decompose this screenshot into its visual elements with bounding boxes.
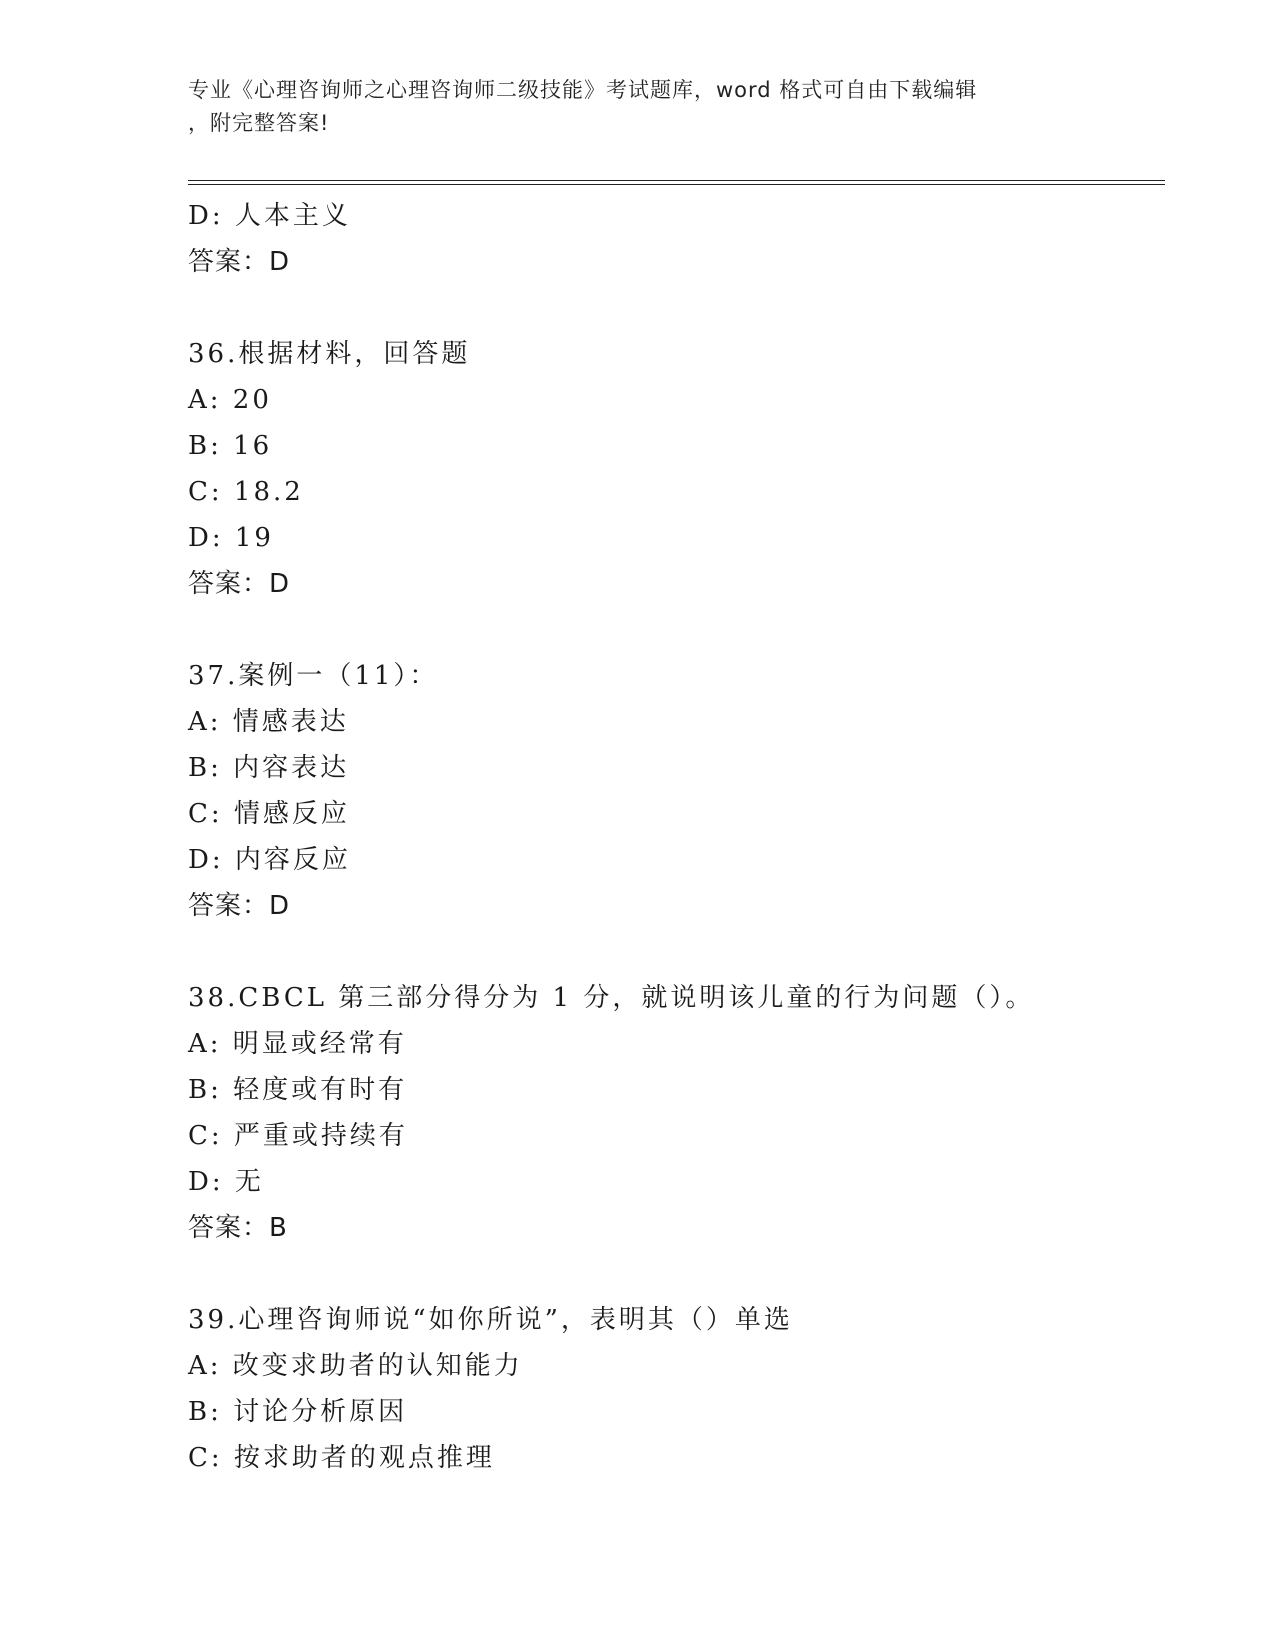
question-block bbox=[188, 1297, 1168, 1481]
option-line: C: 情感反应 bbox=[188, 799, 350, 829]
option-line: A: 明显或经常有 bbox=[188, 1029, 407, 1059]
question-stem: 37.案例一（11）： bbox=[188, 661, 439, 691]
question-block bbox=[188, 975, 1168, 1251]
option-line: B: 轻度或有时有 bbox=[188, 1075, 408, 1105]
question-block bbox=[188, 653, 1168, 929]
question-stem: 36.根据材料，回答题 bbox=[188, 339, 471, 369]
answer-line: 答案：D bbox=[188, 569, 291, 599]
option-line: C: 按求助者的观点推理 bbox=[188, 1443, 495, 1473]
question-block bbox=[188, 331, 1168, 607]
header-rule-bottom bbox=[188, 184, 1165, 185]
option-line: C: 18.2 bbox=[188, 477, 304, 507]
header-rule-top bbox=[188, 180, 1165, 181]
option-line: A: 情感表达 bbox=[188, 707, 349, 737]
option-line: D: 19 bbox=[188, 523, 274, 553]
question-list bbox=[188, 193, 1168, 1481]
answer-line: 答案：D bbox=[188, 891, 291, 921]
option-line: B: 16 bbox=[188, 431, 273, 461]
question-stem: 39.心理咨询师说“如你所说”，表明其（）单选 bbox=[188, 1305, 793, 1335]
option-line: D: 人本主义 bbox=[188, 201, 351, 231]
option-line: A: 改变求助者的认知能力 bbox=[188, 1351, 523, 1381]
answer-line: 答案：B bbox=[188, 1213, 288, 1243]
option-line: D: 内容反应 bbox=[188, 845, 351, 875]
header-line-2: ，附完整答案! bbox=[188, 111, 330, 135]
question-stem: 38.CBCL 第三部分得分为 1 分，就说明该儿童的行为问题（）。 bbox=[188, 983, 1035, 1013]
option-line: C: 严重或持续有 bbox=[188, 1121, 408, 1151]
option-line: D: 无 bbox=[188, 1167, 264, 1197]
document-header bbox=[188, 74, 1088, 140]
option-line: A: 20 bbox=[188, 385, 272, 415]
question-block bbox=[188, 193, 1168, 285]
option-line: B: 讨论分析原因 bbox=[188, 1397, 408, 1427]
answer-line: 答案：D bbox=[188, 247, 291, 277]
header-line-1: 专业《心理咨询师之心理咨询师二级技能》考试题库，word 格式可自由下载编辑 bbox=[188, 78, 978, 102]
option-line: B: 内容表达 bbox=[188, 753, 350, 783]
